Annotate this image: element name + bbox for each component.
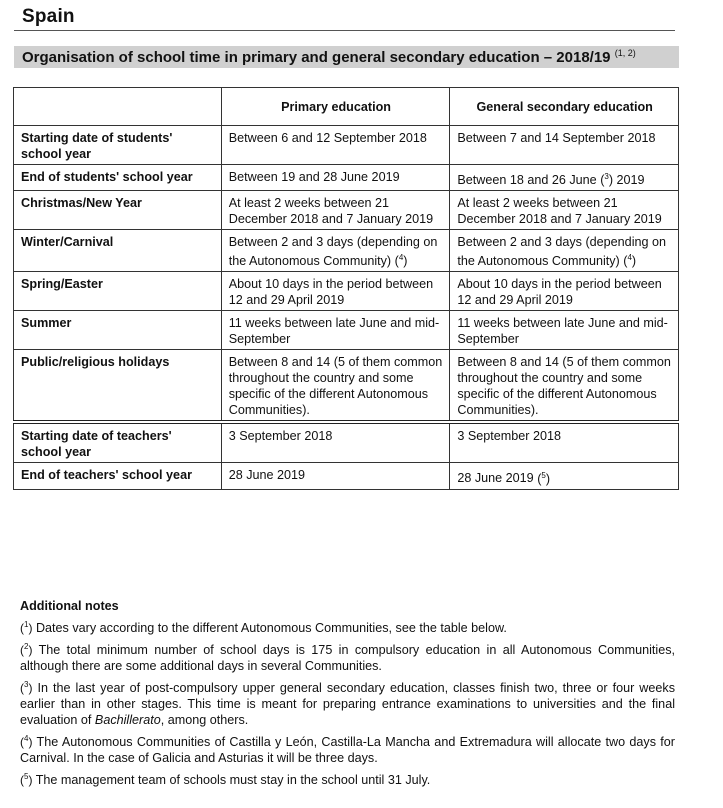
table-header-row <box>14 88 679 126</box>
note-number: ($^2$) <box>20 642 33 657</box>
footnote-ref: ($^3$) <box>600 172 614 188</box>
primary-cell: Between 6 and 12 September 2018 <box>221 126 450 165</box>
note-number: ($^1$) <box>20 620 33 635</box>
row-label: Christmas/New Year <box>14 191 222 230</box>
secondary-cell: Between 2 and 3 days (depending on the Autonomous Community) ($^4$) <box>450 230 679 272</box>
primary-cell: 3 September 2018 <box>221 422 450 463</box>
notes-title: Additional notes <box>20 599 119 613</box>
secondary-cell: 3 September 2018 <box>450 422 679 463</box>
note-number: ($^3$) <box>20 680 33 695</box>
column-header-secondary: General secondary education <box>450 88 679 126</box>
table-row <box>14 165 679 191</box>
note-item: ($^5$) The management team of schools must stay in the school until 31 July. <box>20 772 431 787</box>
page-title <box>22 48 636 66</box>
row-label: End of students' school year <box>14 165 222 191</box>
table-row <box>14 230 679 272</box>
secondary-cell: At least 2 weeks between 21 December 2018 and 7 January 2019 <box>450 191 679 230</box>
primary-cell: Between 19 and 28 June 2019 <box>221 165 450 191</box>
row-label: End of teachers' school year <box>14 463 222 489</box>
column-header-primary: Primary education <box>221 88 450 126</box>
title-bar <box>14 46 679 68</box>
row-label: Starting date of students' school year <box>14 126 222 165</box>
row-label: Starting date of teachers' school year <box>14 422 222 463</box>
heading-divider <box>14 30 675 31</box>
table-row <box>14 350 679 423</box>
note-item: ($^1$) Dates vary according to the different Autonomous Communities, see the table below. <box>20 620 507 635</box>
footnote-ref: ($^5$) <box>537 470 551 486</box>
footnote-ref: ($^4$) <box>394 253 408 269</box>
primary-cell: 28 June 2019 <box>221 463 450 489</box>
secondary-cell: About 10 days in the period between 12 and 29 April 2019 <box>450 272 679 311</box>
primary-cell: At least 2 weeks between 21 December 2018 and 7 January 2019 <box>221 191 450 230</box>
note-number: ($^5$) <box>20 772 33 787</box>
row-label: Spring/Easter <box>14 272 222 311</box>
row-label: Public/religious holidays <box>14 350 222 423</box>
note-item: ($^3$) In the last year of post-compulsory upper general secondary education, classes finish two, three or four weeks earlier than in other stages. This time is meant for preparing entrance examinations to universities and the final evaluation of Bachillerato, among others. <box>20 680 676 727</box>
additional-notes <box>20 598 675 791</box>
secondary-cell: Between 18 and 26 June ($^3$) 2019 <box>450 165 679 191</box>
primary-cell: About 10 days in the period between 12 and 29 April 2019 <box>221 272 450 311</box>
secondary-cell: 11 weeks between late June and mid-September <box>450 311 679 350</box>
note-number: ($^4$) <box>20 734 33 749</box>
table-row <box>14 311 679 350</box>
secondary-cell: Between 7 and 14 September 2018 <box>450 126 679 165</box>
note-item: ($^4$) The Autonomous Communities of Castilla y León, Castilla-La Mancha and Extremadura will allocate two days for Carnival. In the case of Galicia and Asturias it will be three days. <box>20 734 675 765</box>
country-heading: Spain <box>22 6 75 27</box>
primary-cell: 11 weeks between late June and mid-September <box>221 311 450 350</box>
title-text: Organisation of school time in primary and general secondary education – 2018/19 <box>22 49 611 66</box>
secondary-cell: Between 8 and 14 (5 of them common throughout the country and some specific of the different Autonomous Communities). <box>450 350 679 423</box>
note-item: ($^2$) The total minimum number of school days is 175 in compulsory education in all Autonomous Communities, although there are some additional days in several Communities. <box>20 642 676 673</box>
primary-cell: Between 8 and 14 (5 of them common throughout the country and some specific of the different Autonomous Communities). <box>221 350 450 423</box>
table-row <box>14 463 679 489</box>
table-row <box>14 422 679 463</box>
primary-cell: Between 2 and 3 days (depending on the Autonomous Community) ($^4$) <box>221 230 450 272</box>
row-label: Summer <box>14 311 222 350</box>
title-note-ref: (1, 2) <box>614 48 636 58</box>
row-label: Winter/Carnival <box>14 230 222 272</box>
footnote-ref: ($^4$) <box>623 253 637 269</box>
table-row <box>14 126 679 165</box>
table-row <box>14 191 679 230</box>
secondary-cell: 28 June 2019 ($^5$) <box>450 463 679 489</box>
school-calendar-table <box>13 87 679 490</box>
column-header-blank <box>14 88 222 126</box>
table-row <box>14 272 679 311</box>
